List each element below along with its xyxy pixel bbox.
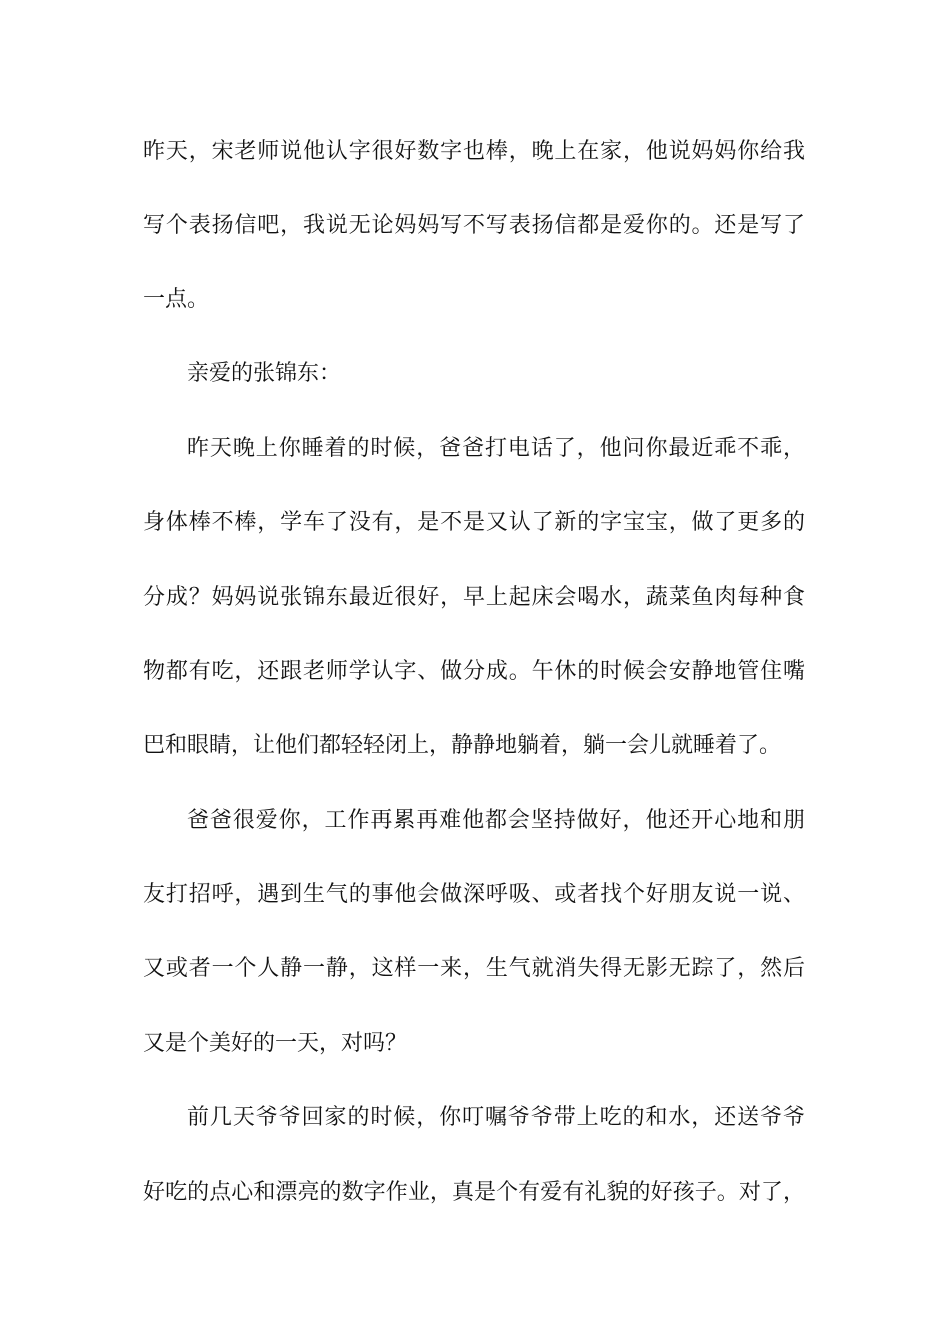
paragraph-5-line-1: 前几天爷爷回家的时候，你叮嘱爷爷带上吃的和水，还送爷爷 (187, 1105, 805, 1130)
paragraph-3-line-4: 物都有吃，还跟老师学认字、做分成。午休的时候会安静地管住嘴 (143, 659, 805, 684)
paragraph-3-line-2: 身体棒不棒，学车了没有，是不是又认了新的字宝宝，做了更多的 (143, 510, 805, 535)
salutation: 亲爱的张锦东： (187, 361, 342, 386)
paragraph-3-line-1: 昨天晚上你睡着的时候，爸爸打电话了，他问你最近乖不乖， (187, 436, 805, 461)
paragraph-3-line-3: 分成？妈妈说张锦东最近很好，早上起床会喝水，蔬菜鱼肉每种食 (143, 585, 805, 610)
paragraph-1-line-3: 一点。 (143, 287, 210, 312)
paragraph-4-line-1: 爸爸很爱你，工作再累再难他都会坚持做好，他还开心地和朋 (187, 808, 805, 833)
paragraph-5-line-2: 好吃的点心和漂亮的数字作业，真是个有爱有礼貌的好孩子。对了， (143, 1180, 805, 1205)
paragraph-4-line-2: 友打招呼，遇到生气的事他会做深呼吸、或者找个好朋友说一说、 (143, 882, 805, 907)
paragraph-3-line-5: 巴和眼睛，让他们都轻轻闭上，静静地躺着，躺一会儿就睡着了。 (143, 733, 782, 758)
paragraph-1-line-2: 写个表扬信吧，我说无论妈妈写不写表扬信都是爱你的。还是写了 (143, 213, 805, 238)
paragraph-4-line-4: 又是个美好的一天，对吗？ (143, 1031, 408, 1056)
paragraph-4-line-3: 又或者一个人静一静，这样一来，生气就消失得无影无踪了，然后 (143, 956, 805, 981)
paragraph-1-line-1: 昨天，宋老师说他认字很好数字也棒，晚上在家，他说妈妈你给我 (143, 139, 805, 164)
